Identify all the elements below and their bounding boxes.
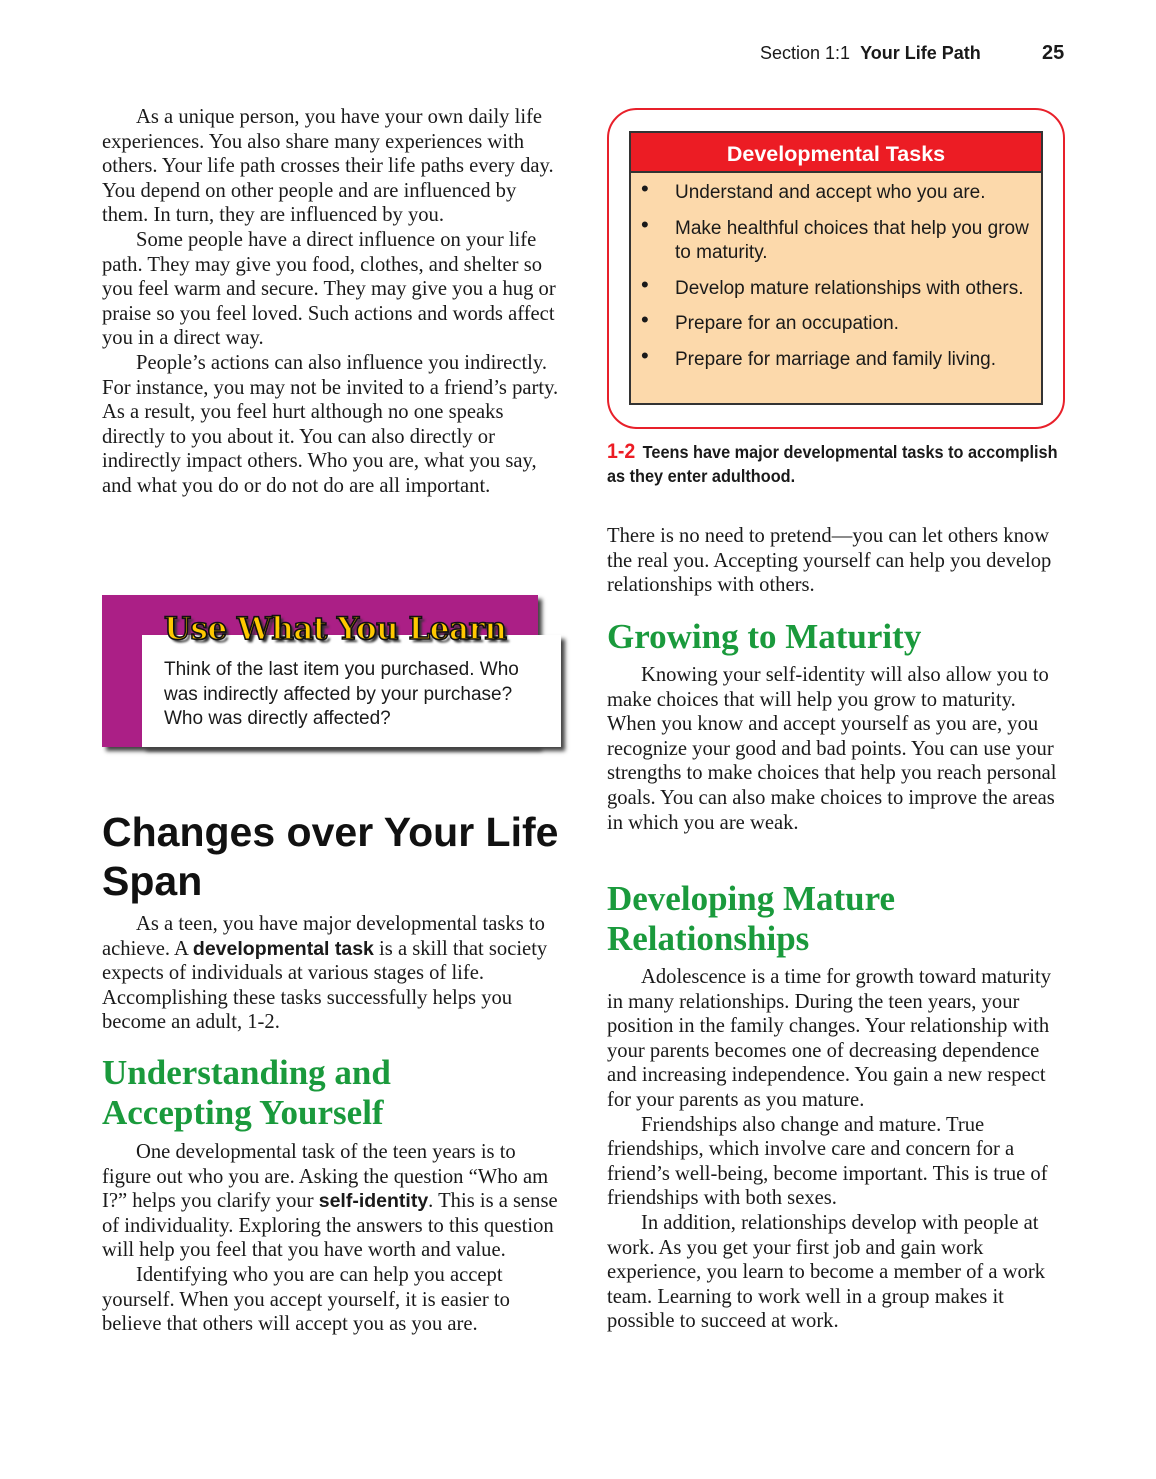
paragraph (607, 1211, 1067, 1334)
task-item (631, 271, 1041, 302)
table-title: Developmental Tasks (631, 133, 1041, 173)
paragraph (607, 524, 1052, 598)
text-run: Identifying who you are can help you accept yourself. When you accept yourself, it is easier to believe that others will accept you as you are. (102, 1263, 510, 1336)
pretend-text (607, 524, 1052, 598)
text-run: There is no need to pretend—you can let others know the real you. Accepting yourself can help you develop relationships with others. (607, 525, 1052, 597)
paragraph (607, 663, 1067, 835)
caption-text: Teens have major developmental tasks to accomplish as they enter adulthood. (607, 442, 1058, 486)
key-term: self-identity (318, 1190, 429, 1213)
text-run: Friendships also change and mature. True friendships, which involve care and concern for a friend’s well-being, become important. This is true of friendships with both sexes. (607, 1113, 1048, 1210)
bullet-icon: • (641, 176, 649, 201)
text-run: Some people have a direct influence on your life path. They may give you food, clothes, and shelter so you feel warm and secure. They may give you a hug or praise so you feel loved. Such actions and words affect you in a direct way. (102, 228, 556, 350)
text-run: . This is a sense of individuality. Exploring the answers to this question will help you feel that you have worth and value. (102, 1190, 558, 1262)
task-text: Prepare for an occupation. (675, 313, 899, 334)
paragraph (607, 965, 1067, 1113)
task-text: Make healthful choices that help you grow to maturity. (675, 217, 1029, 263)
text-run: is a skill that society expects of individuals at various stages of life. Accomplishing these tasks successfully helps you become an adult, 1-2. (102, 937, 548, 1034)
figure-caption (607, 440, 1070, 488)
key-term: developmental task (192, 937, 374, 960)
text-run: In addition, relationships develop with people at work. As you get your first job and gain work experience, you learn to become a member of a work team. Learning to work well in a group makes it possible to succeed at work. (607, 1211, 1045, 1333)
text-run: People’s actions can also influence you indirectly. For instance, you may not be invited to a friend’s party. As a result, you feel hurt although no one speaks directly to you about it. You can also directly or indirectly impact others. Who you are, what you say, and what you do or do not do are all important. (102, 351, 559, 497)
developing-heading: Developing Mature Relationships (607, 879, 896, 958)
running-header (760, 43, 981, 64)
growing-text (607, 663, 1067, 835)
task-item (631, 211, 1041, 266)
paragraph (102, 228, 560, 351)
use-what-you-learn-title: Use What You Learn (164, 611, 507, 647)
section-label: Section 1:1 (760, 43, 851, 63)
paragraph (102, 912, 552, 1035)
understanding-heading: Understanding and Accepting Yourself (102, 1053, 391, 1132)
bullet-icon: • (641, 211, 649, 237)
bullet-icon: • (641, 307, 649, 332)
text-run: One developmental task of the teen years is to figure out who you are. Asking the question “Who am I?” helps you clarify your (102, 1141, 549, 1213)
intro-text (102, 105, 560, 499)
text-run: Knowing your self-identity will also allow you to make choices that will help you grow to maturity. When you know and accept yourself as you are, you recognize your good and bad points. You can use your strengths to make choices that help you reach personal goals. You can also make choices to improve the areas in which you are weak. (607, 664, 1057, 834)
text-run: As a teen, you have major developmental tasks to achieve. A (102, 913, 545, 960)
page-number: 25 (1042, 42, 1065, 64)
understanding-text (102, 1140, 562, 1337)
task-item (631, 307, 1041, 337)
paragraph (607, 1113, 1067, 1211)
text-run: As a unique person, you have your own daily life experiences. You also share many experiences with others. Your life path crosses their life paths every day. You depend on other people and are influenced by them. In turn, they are influenced by you. (102, 106, 554, 227)
task-text: Prepare for marriage and family living. (675, 348, 997, 370)
paragraph (102, 1140, 562, 1263)
growing-heading: Growing to Maturity (607, 617, 922, 656)
developmental-tasks-table (629, 131, 1043, 405)
task-text: Develop mature relationships with others. (675, 277, 1024, 299)
paragraph (102, 351, 560, 499)
changes-heading: Changes over Your Life Span (102, 809, 559, 904)
text-run: Adolescence is a time for growth toward maturity in many relationships. During the teen years, your position in the family changes. Your relationship with your parents becomes one of decreasing dependence and increasing independence. You gain a new respect for your parents as you mature. (607, 966, 1052, 1111)
task-item (631, 176, 1041, 206)
paragraph (102, 1263, 562, 1337)
bullet-icon: • (641, 271, 649, 297)
task-item (631, 342, 1041, 373)
paragraph (102, 105, 560, 228)
use-what-you-learn-text: Think of the last item you purchased. Who was indirectly affected by your purchase? Who was directly affected? (164, 659, 519, 730)
developing-text (607, 965, 1067, 1334)
chapter-title: Your Life Path (860, 43, 981, 63)
task-list (631, 173, 1041, 372)
task-text: Understand and accept who you are. (675, 182, 986, 203)
bullet-icon: • (641, 342, 649, 368)
changes-text (102, 912, 552, 1035)
caption-number: 1-2 (607, 440, 636, 463)
